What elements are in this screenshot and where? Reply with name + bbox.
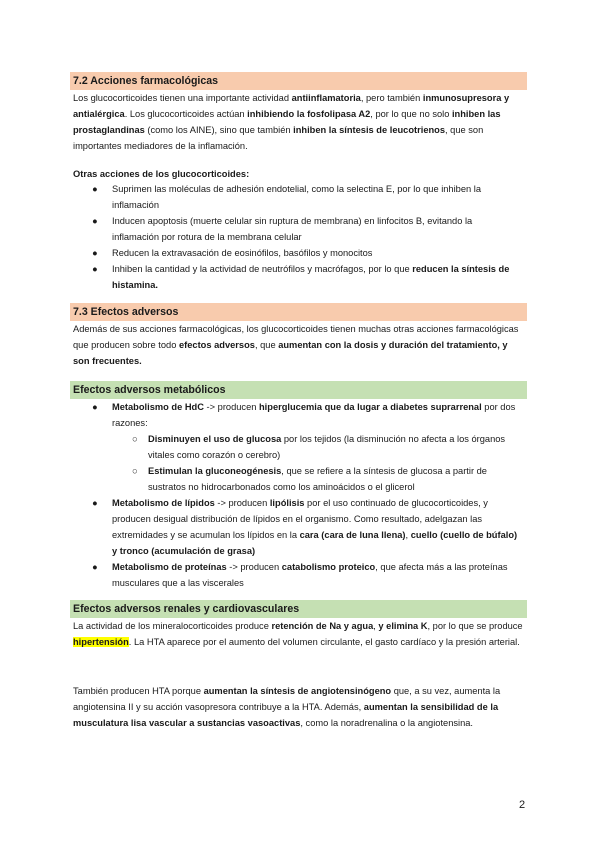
efectos-metabolicos-heading: Efectos adversos metabólicos: [70, 381, 527, 399]
renal-paragraph-1: La actividad de los mineralocorticoides produce retención de Na y agua, y elimina K, por lo que se produce hipertensión. La HTA aparece por el aumento del volumen circulante, el gasto cardíaco y la presión arterial.: [73, 621, 523, 647]
sub-list-item: ○ Disminuyen el uso de glucosa por los tejidos (la disminución no afecta a los órganos vitales como corazón o cerebro): [132, 434, 506, 460]
list-item: ● Suprimen las moléculas de adhesión endotelial, como la selectina E, por lo que inhiben la inflamación: [92, 184, 482, 210]
sec72-intro-paragraph: Los glucocorticoides tienen una importante actividad antiinflamatoria, pero también inmunosupresora y antialérgica. Los glucocorticoides actúan inhibiendo la fosfolipasa A2, por lo que no solo inhiben las prostaglandinas (como los AINE), sino que también inhiben la síntesis de leucotrienos, que son importantes mediadores de la inflamación.: [73, 93, 510, 151]
otras-acciones-list: [90, 181, 515, 293]
list-item: ● Metabolismo de proteínas -> producen catabolismo proteico, que afecta más a las proteínas musculares que a las viscerales: [92, 562, 508, 588]
list-item: ● Metabolismo de lípidos -> producen lipólisis por el uso continuado de glucocorticoides, y producen desigual distribución de lípidos en el organismo. Como resultado, adelgazan las extremidades y se acumulan los lípidos en la cara (cara de luna llena), cuello (cuello de búfalo) y tronco (acumulación de grasa): [92, 498, 518, 556]
sub-list-item: ○ Estimulan la gluconeogénesis, que se refiere a la síntesis de glucosa a partir de sustratos no hidrocarbonados como los aminoácidos o el glicerol: [132, 466, 487, 492]
renal-paragraph-2: También producen HTA porque aumentan la síntesis de angiotensinógeno que, a su vez, aumenta la angiotensina II y su acción vasopresora contribuye a la HTA. Además, aumentan la sensibilidad de la musculatura lisa vascular a sustancias vasoactivas, como la noradrenalina o la angiotensina.: [73, 686, 501, 728]
list-item: ● Metabolismo de HdC -> producen hiperglucemia que da lugar a diabetes suprarrenal por dos razones: ○ Disminuyen el uso de glucosa por los tejidos (la disminución no afecta a los órganos vitales como corazón o cerebro) ○ Estimulan la gluconeogénesis, que se refiere a la síntesis de glucosa a partir de sustratos no hidrocarbonados como los aminoácidos o el glicerol: [90, 399, 518, 495]
metabolic-effects-list: [90, 399, 518, 591]
list-item: ● Inhiben la cantidad y la actividad de neutrófilos y macrófagos, por lo que reducen la síntesis de histamina.: [92, 264, 510, 290]
sec73-intro-paragraph: Además de sus acciones farmacológicas, los glucocorticoides tienen muchas otras acciones farmacológicas que producen sobre todo efectos adversos, que aumentan con la dosis y duración del tratamiento, y son frecuentes.: [73, 324, 519, 366]
hdc-sublist: [130, 431, 522, 495]
efectos-renales-heading: Efectos adversos renales y cardiovasculares: [70, 600, 527, 618]
otras-acciones-heading: Otras acciones de los glucocorticoides:: [73, 169, 250, 179]
list-item: ● Inducen apoptosis (muerte celular sin ruptura de membrana) en linfocitos B, evitando la inflamación por rotura de la membrana celular: [92, 216, 473, 242]
list-item: ● Reducen la extravasación de eosinófilos, basófilos y monocitos: [92, 248, 373, 258]
section-7-2-heading: 7.2 Acciones farmacológicas: [70, 72, 527, 90]
section-7-3-heading: 7.3 Efectos adversos: [70, 303, 527, 321]
page-number: 2: [519, 799, 526, 811]
